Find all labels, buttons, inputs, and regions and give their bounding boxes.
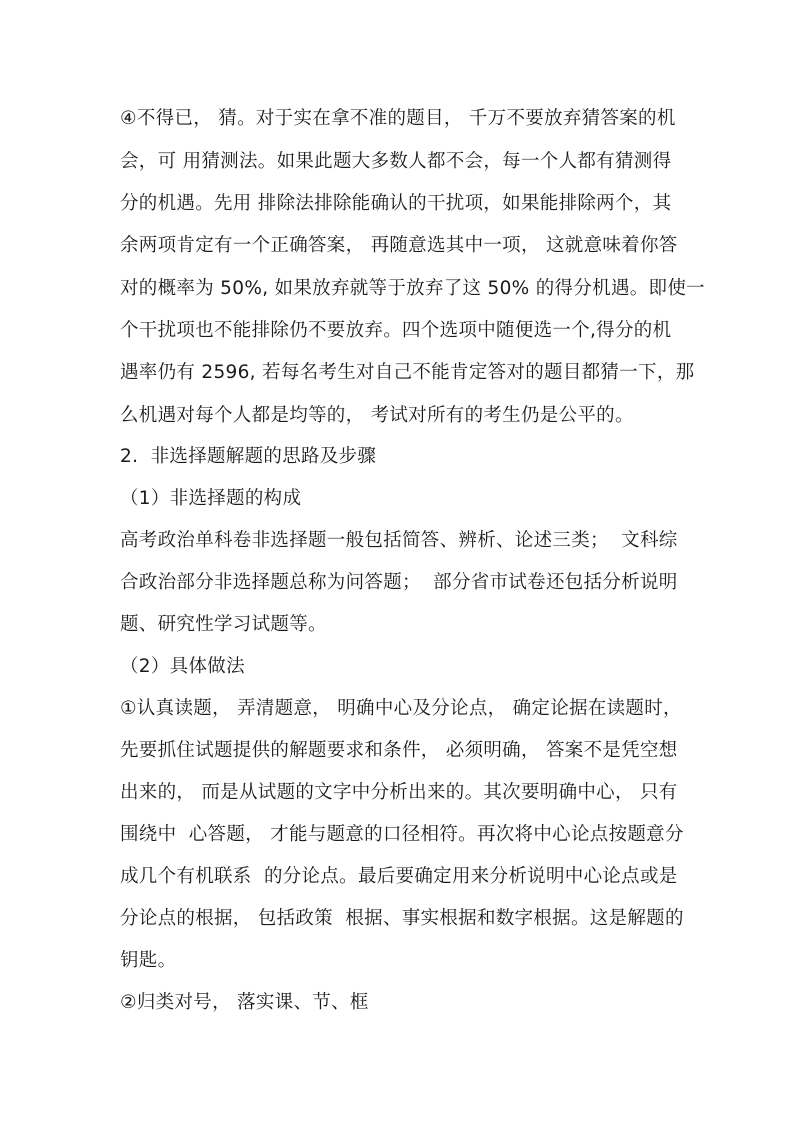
paragraph-line-6: 个干扰项也不能排除仍不要放弃。四个选项中随便选一个,得分的机 [120, 320, 672, 341]
paragraph-line-16: 成几个有机联系 的分论点。最后要确定用来分析说明中心论点或是 [120, 866, 678, 887]
paragraph-line-14: 出来的， 而是从试题的文字中分析出来的。其次要明确中心， 只有 [120, 782, 678, 803]
paragraph-line-7: 遇率仍有 2596, 若每名考生对自己不能肯定答对的题目都猜一下，那 [120, 362, 695, 383]
paragraph-line-13: 先要抓住试题提供的解题要求和条件， 必须明确， 答案不是凭空想 [120, 740, 678, 761]
paragraph-line-3: 分的机遇。先用 排除法排除能确认的干扰项，如果能排除两个，其 [120, 193, 672, 214]
paragraph-line-18: 钥匙。 [120, 950, 177, 971]
subsection-heading-2: （2）具体做法 [120, 656, 245, 677]
paragraph-line-10: 合政治部分非选择题总称为问答题； 部分省市试卷还包括分析说明 [120, 572, 678, 593]
paragraph-line-5: 对的概率为 50%, 如果放弃就等于放弃了这 50% 的得分机遇。即使一 [120, 278, 705, 299]
paragraph-line-19: ②归类对号， 落实课、节、框 [120, 992, 369, 1013]
paragraph-line-17: 分论点的根据， 包括政策 根据、事实根据和数字根据。这是解题的 [120, 908, 684, 929]
subsection-heading-1: （1）非选择题的构成 [120, 488, 302, 509]
paragraph-line-1: ④不得已， 猜。对于实在拿不准的题目， 千万不要放弃猜答案的机 [120, 108, 676, 129]
section-heading-2: 2. 非选择题解题的思路及步骤 [120, 446, 377, 467]
paragraph-line-8: 么机遇对每个人都是均等的， 考试对所有的考生仍是公平的。 [120, 405, 634, 426]
paragraph-line-15: 围绕中 心答题， 才能与题意的口径相符。再次将中心论点按题意分 [120, 824, 684, 845]
paragraph-line-12: ①认真读题， 弄清题意， 明确中心及分论点， 确定论据在读题时， [120, 698, 682, 719]
paragraph-line-2: 会，可 用猜测法。如果此题大多数人都不会，每一个人都有猜测得 [120, 151, 672, 172]
paragraph-line-11: 题、研究性学习试题等。 [120, 614, 327, 635]
paragraph-line-9: 高考政治单科卷非选择题一般包括简答、辨析、论述三类； 文科综 [120, 530, 678, 551]
paragraph-line-4: 余两项肯定有一个正确答案， 再随意选其中一项， 这就意味着你答 [120, 235, 678, 256]
